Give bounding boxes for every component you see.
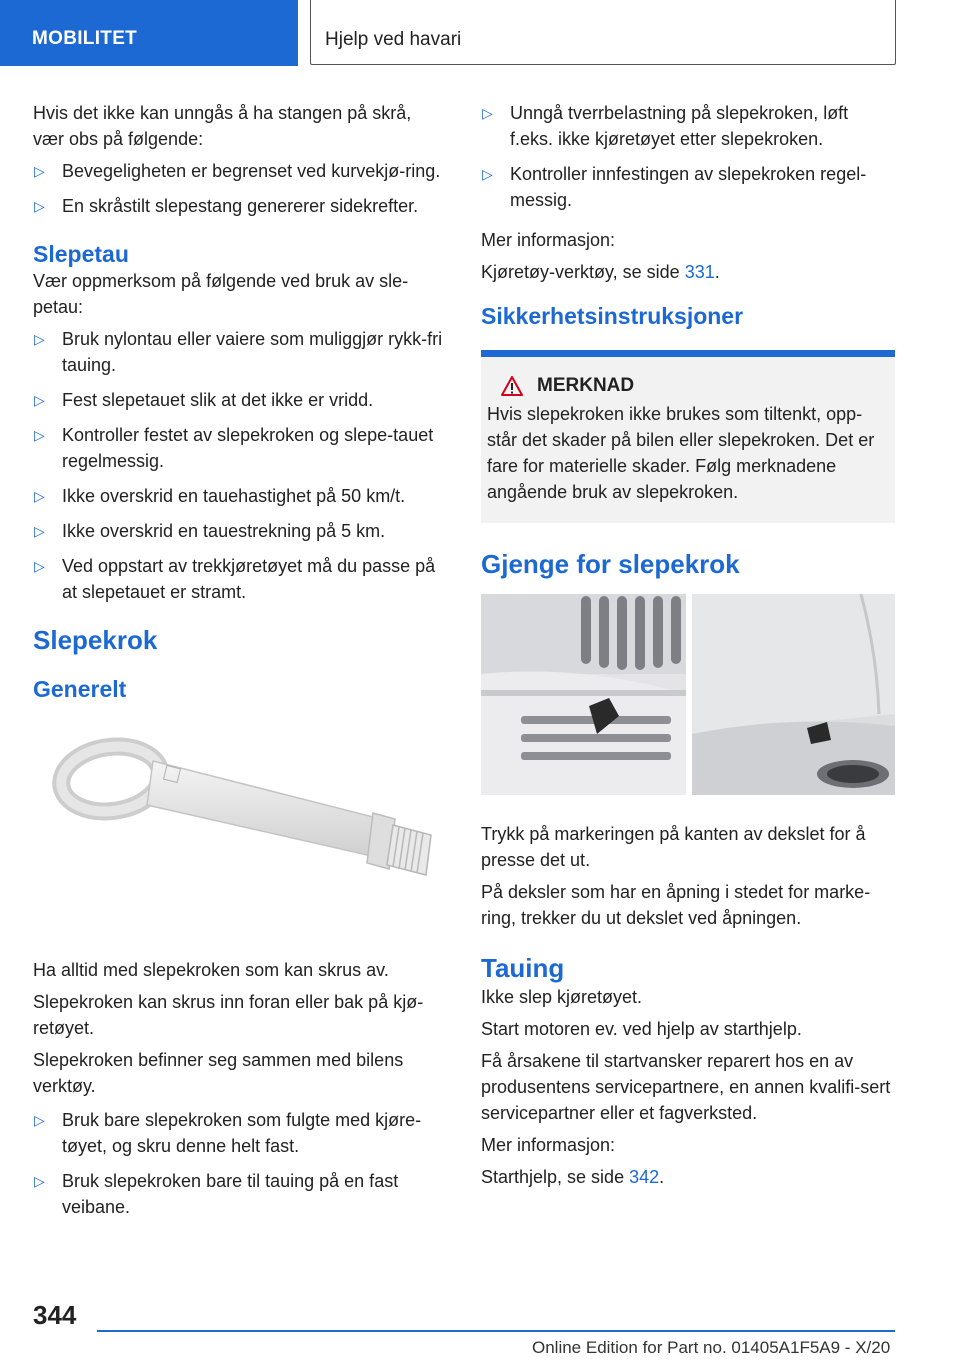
list-item: ▷ Fest slepetauet slik at det ikke er vridd. — [33, 387, 447, 413]
notice-text: Hvis slepekroken ikke brukes som tiltenkt, opp-står det skader på bilen eller slepekroken. Det er fare for materielle skader. Følg merknadene angående bruk av slepekroken. — [487, 404, 875, 502]
heading-slepekrok: Slepekrok — [33, 625, 158, 655]
intro-paragraph: Hvis det ikke kan unngås å ha stangen på skrå, vær obs på følgende: — [33, 103, 412, 149]
towing-eye-cover-photos — [481, 594, 895, 795]
more-info-label: Mer informasjon: — [481, 230, 616, 250]
list-item: ▷ En skråstilt slepestang genererer sidekrefter. — [33, 193, 447, 219]
reference-line: Kjøretøy-verktøy, se side 331. — [481, 262, 720, 282]
heading-sikkerhetsinstruksjoner: Sikkerhetsinstruksjoner — [481, 303, 744, 329]
notice-box — [481, 350, 895, 523]
list-item: ▷ Bruk slepekroken bare til tauing på en fast veibane. — [33, 1168, 447, 1220]
triangle-bullet-icon: ▷ — [34, 523, 45, 539]
triangle-bullet-icon: ▷ — [482, 166, 493, 182]
tauing-paragraph-3: Få årsakene til startvansker reparert hos en av produsentens servicepartnere, en annen kvalifi-sert servicepartner eller et fagverksted. — [481, 1051, 891, 1123]
page-link-331[interactable]: 331 — [684, 262, 715, 282]
page-link-342[interactable]: 342 — [629, 1167, 660, 1187]
heading-tauing: Tauing — [481, 953, 565, 983]
section-label: MOBILITET — [32, 28, 138, 49]
list-item: ▷ Bruk nylontau eller vaiere som muliggjør rykk-fri tauing. — [33, 326, 447, 378]
triangle-bullet-icon: ▷ — [34, 427, 45, 443]
slepetau-intro: Vær oppmerksom på følgende ved bruk av sle-petau: — [33, 271, 409, 317]
tauing-paragraph-1: Ikke slep kjøretøyet. — [481, 987, 643, 1007]
heading-gjenge: Gjenge for slepekrok — [481, 549, 740, 579]
tow-hook-icon — [33, 709, 447, 949]
triangle-bullet-icon: ▷ — [34, 1173, 45, 1189]
list-item: ▷ Ved oppstart av trekkjøretøyet må du passe på at slepetauet er stramt. — [33, 553, 447, 605]
gjenge-paragraph-1: Trykk på markeringen på kanten av dekslet for å presse det ut. — [481, 824, 866, 870]
notice-title: MERKNAD — [537, 375, 635, 396]
triangle-bullet-icon: ▷ — [34, 198, 45, 214]
tauing-paragraph-2: Start motoren ev. ved hjelp av starthjelp. — [481, 1019, 802, 1039]
gjenge-paragraph-2: På deksler som har en åpning i stedet for marke-ring, trekker du ut dekslet ved åpningen. — [481, 882, 871, 928]
top-bullet-list — [481, 100, 895, 213]
list-item: ▷ Bevegeligheten er begrenset ved kurvekjø-ring. — [33, 158, 447, 184]
page-number: 344 — [33, 1300, 77, 1330]
triangle-bullet-icon: ▷ — [34, 163, 45, 179]
generelt-paragraph-1: Ha alltid med slepekroken som kan skrus av. — [33, 960, 389, 980]
reference-line-2: Starthjelp, se side 342. — [481, 1167, 665, 1187]
chapter-header — [310, 0, 896, 65]
triangle-bullet-icon: ▷ — [34, 488, 45, 504]
slepetau-bullet-list — [33, 326, 447, 605]
left-column — [33, 100, 447, 1234]
heading-generelt: Generelt — [33, 676, 127, 702]
section-tab — [0, 0, 298, 66]
triangle-bullet-icon: ▷ — [34, 331, 45, 347]
generelt-bullet-list — [33, 1107, 447, 1220]
triangle-bullet-icon: ▷ — [34, 558, 45, 574]
footer-rule — [97, 1330, 895, 1332]
triangle-bullet-icon: ▷ — [482, 105, 493, 121]
tow-hook-illustration — [33, 709, 447, 949]
towing-eye-cover-photo — [481, 594, 895, 795]
intro-bullet-list — [33, 158, 447, 219]
chapter-title: Hjelp ved havari — [325, 29, 462, 50]
triangle-bullet-icon: ▷ — [34, 392, 45, 408]
heading-slepetau: Slepetau — [33, 241, 129, 267]
generelt-paragraph-3: Slepekroken befinner seg sammen med bilens verktøy. — [33, 1050, 404, 1096]
generelt-paragraph-2: Slepekroken kan skrus inn foran eller bak på kjø-retøyet. — [33, 992, 424, 1038]
warning-triangle-icon — [501, 376, 523, 396]
more-info-label-2: Mer informasjon: — [481, 1135, 616, 1155]
list-item: ▷ Unngå tverrbelastning på slepekroken, løft f.eks. ikke kjøretøyet etter slepekroken. — [481, 100, 895, 152]
list-item: ▷ Kontroller innfestingen av slepekroken regel-messig. — [481, 161, 895, 213]
list-item: ▷ Bruk bare slepekroken som fulgte med kjøre-tøyet, og skru denne helt fast. — [33, 1107, 447, 1159]
list-item: ▷ Ikke overskrid en tauehastighet på 50 km/t. — [33, 483, 447, 509]
edition-text: Online Edition for Part no. 01405A1F5A9 - X/20 — [532, 1338, 891, 1357]
right-column — [481, 100, 895, 1196]
list-item: ▷ Kontroller festet av slepekroken og slepe-tauet regelmessig. — [33, 422, 447, 474]
list-item: ▷ Ikke overskrid en tauestrekning på 5 km. — [33, 518, 447, 544]
triangle-bullet-icon: ▷ — [34, 1112, 45, 1128]
